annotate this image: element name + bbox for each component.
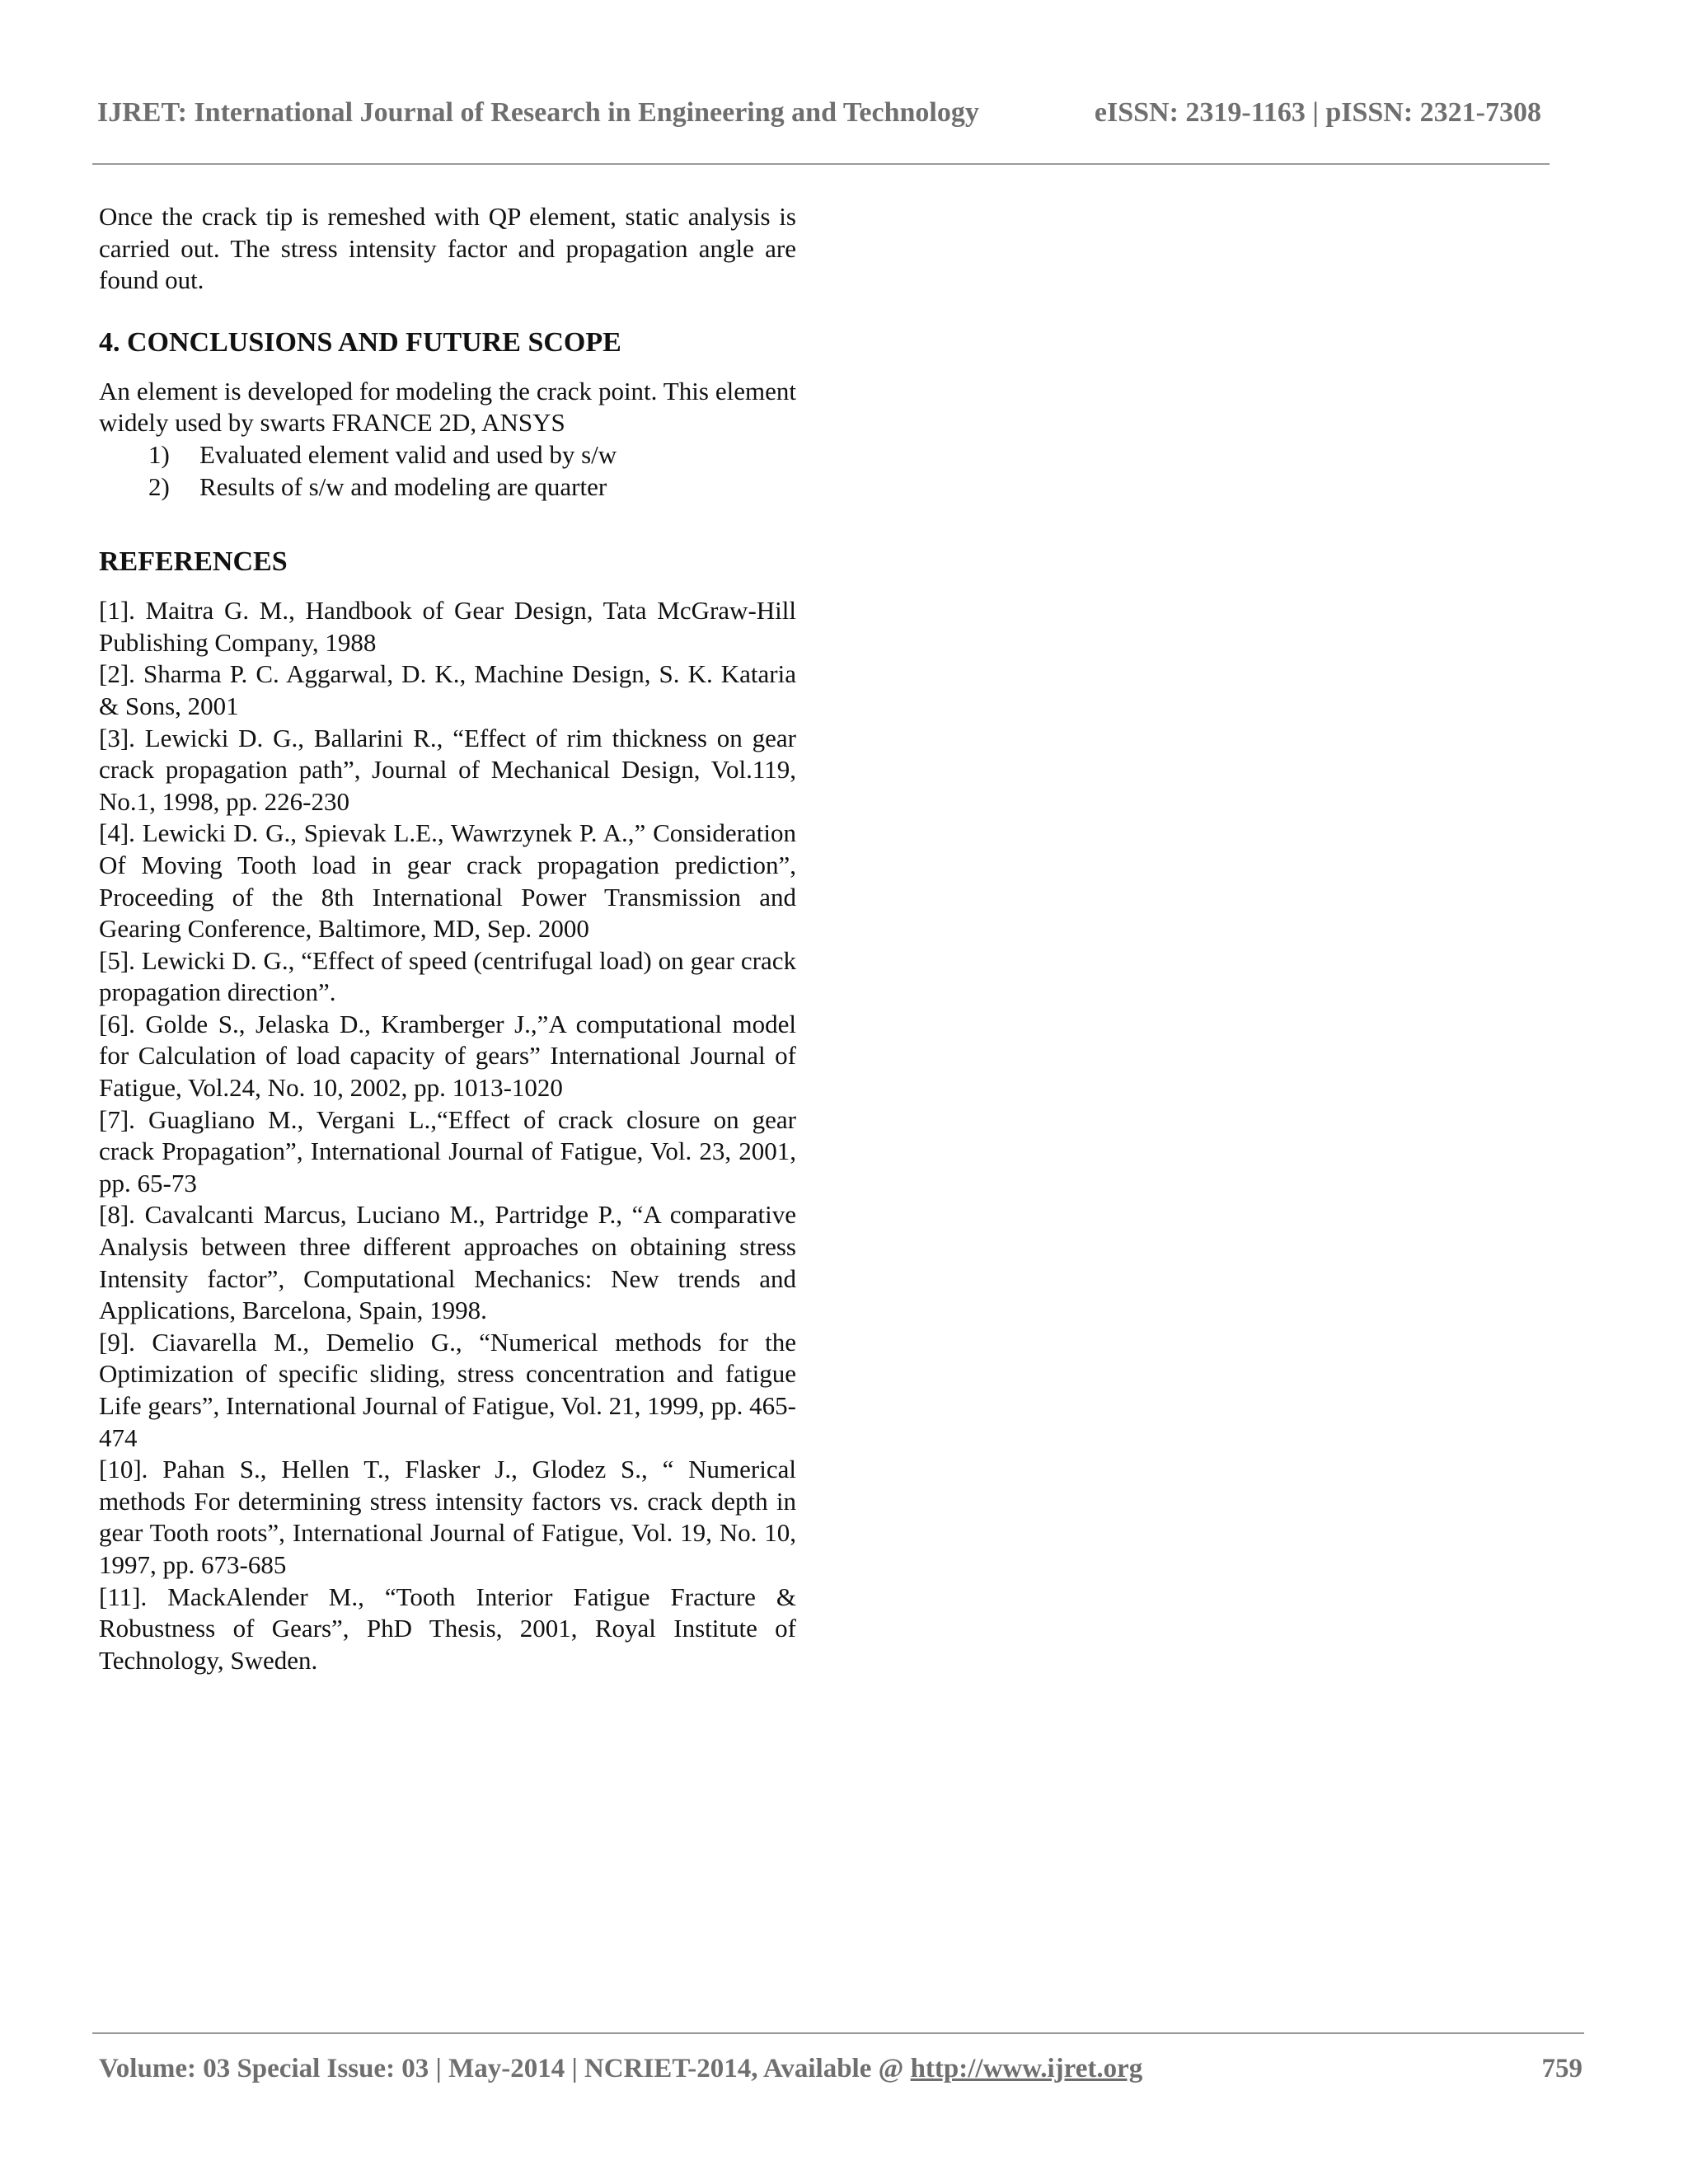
footer-info <box>99 2054 1142 2084</box>
journal-link[interactable]: http://www.ijret.org <box>910 2054 1143 2083</box>
references-heading: REFERENCES <box>99 546 288 578</box>
page-header <box>97 97 1541 137</box>
list-item <box>99 439 796 471</box>
reference-item: [5]. Lewicki D. G., “Effect of speed (centrifugal load) on gear crack propagation direction”. <box>99 945 796 1007</box>
list-item <box>99 471 796 504</box>
reference-item: [3]. Lewicki D. G., Ballarini R., “Effect of rim thickness on gear crack propagation path”, Journal of Mechanical Design, Vol.119, No.1, 1998, pp. 226-230 <box>99 723 796 816</box>
list-text: Results of s/w and modeling are quarter <box>199 471 607 501</box>
page-footer <box>99 2054 1582 2095</box>
footer-divider <box>92 2032 1584 2034</box>
reference-item: [8]. Cavalcanti Marcus, Luciano M., Partridge P., “A comparative Analysis between three different approaches on obtaining stress Intensity factor”, Computational Mechanics: New trends and Applications, Barcelona, Spain, 1998. <box>99 1200 796 1325</box>
list-number: 2) <box>148 471 170 501</box>
reference-item: [9]. Ciavarella M., Demelio G., “Numerical methods for the Optimization of specific sliding, stress concentration and fatigue Life gears”, International Journal of Fatigue, Vol. 21, 1999, pp. 465-474 <box>99 1327 797 1452</box>
page-number: 759 <box>1541 2054 1582 2083</box>
intro-paragraph: Once the crack tip is remeshed with QP element, static analysis is carried out. The stress intensity factor and propagation angle are found out. <box>99 202 796 295</box>
reference-item: [1]. Maitra G. M., Handbook of Gear Design, Tata McGraw-Hill Publishing Company, 1988 <box>99 596 796 657</box>
header-divider <box>92 163 1550 165</box>
volume-info: Volume: 03 Special Issue: 03 | May-2014 | NCRIET-2014, Available @ <box>99 2054 911 2083</box>
section-paragraph: An element is developed for modeling the crack point. This element widely used by swarts FRANCE 2D, ANSYS <box>99 376 796 438</box>
journal-title: IJRET: International Journal of Research in Engineering and Technology <box>97 97 979 128</box>
reference-item: [2]. Sharma P. C. Aggarwal, D. K., Machine Design, S. K. Kataria & Sons, 2001 <box>99 659 796 720</box>
reference-item: [7]. Guagliano M., Vergani L.,“Effect of crack closure on gear crack Propagation”, International Journal of Fatigue, Vol. 23, 2001, pp. 65-73 <box>99 1104 796 1197</box>
reference-item: [4]. Lewicki D. G., Spievak L.E., Wawrzynek P. A.,” Consideration Of Moving Tooth load in gear crack propagation prediction”, Proceeding of the 8th International Power Transmission and Gearing Conference, Baltimore, MD, Sep. 2000 <box>99 818 796 944</box>
left-column <box>99 201 796 1676</box>
reference-item: [10]. Pahan S., Hellen T., Flasker J., Glodez S., “ Numerical methods For determining stress intensity factors vs. crack depth in gear Tooth roots”, International Journal of Fatigue, Vol. 19, No. 10, 1997, pp. 673-685 <box>99 1455 796 1579</box>
conclusion-list <box>99 439 796 503</box>
list-text: Evaluated element valid and used by s/w <box>199 439 617 469</box>
reference-item: [6]. Golde S., Jelaska D., Kramberger J.,”A computational model for Calculation of load capacity of gears” International Journal of Fatigue, Vol.24, No. 10, 2002, pp. 1013-1020 <box>99 1009 796 1103</box>
list-number: 1) <box>148 439 170 469</box>
reference-list <box>99 595 796 1676</box>
reference-item: [11]. MackAlender M., “Tooth Interior Fatigue Fracture & Robustness of Gears”, PhD Thesis, 2001, Royal Institute of Technology, Sweden. <box>99 1582 796 1675</box>
section-heading: 4. CONCLUSIONS AND FUTURE SCOPE <box>99 326 621 358</box>
issn-info: eISSN: 2319-1163 | pISSN: 2321-7308 <box>1094 97 1541 128</box>
